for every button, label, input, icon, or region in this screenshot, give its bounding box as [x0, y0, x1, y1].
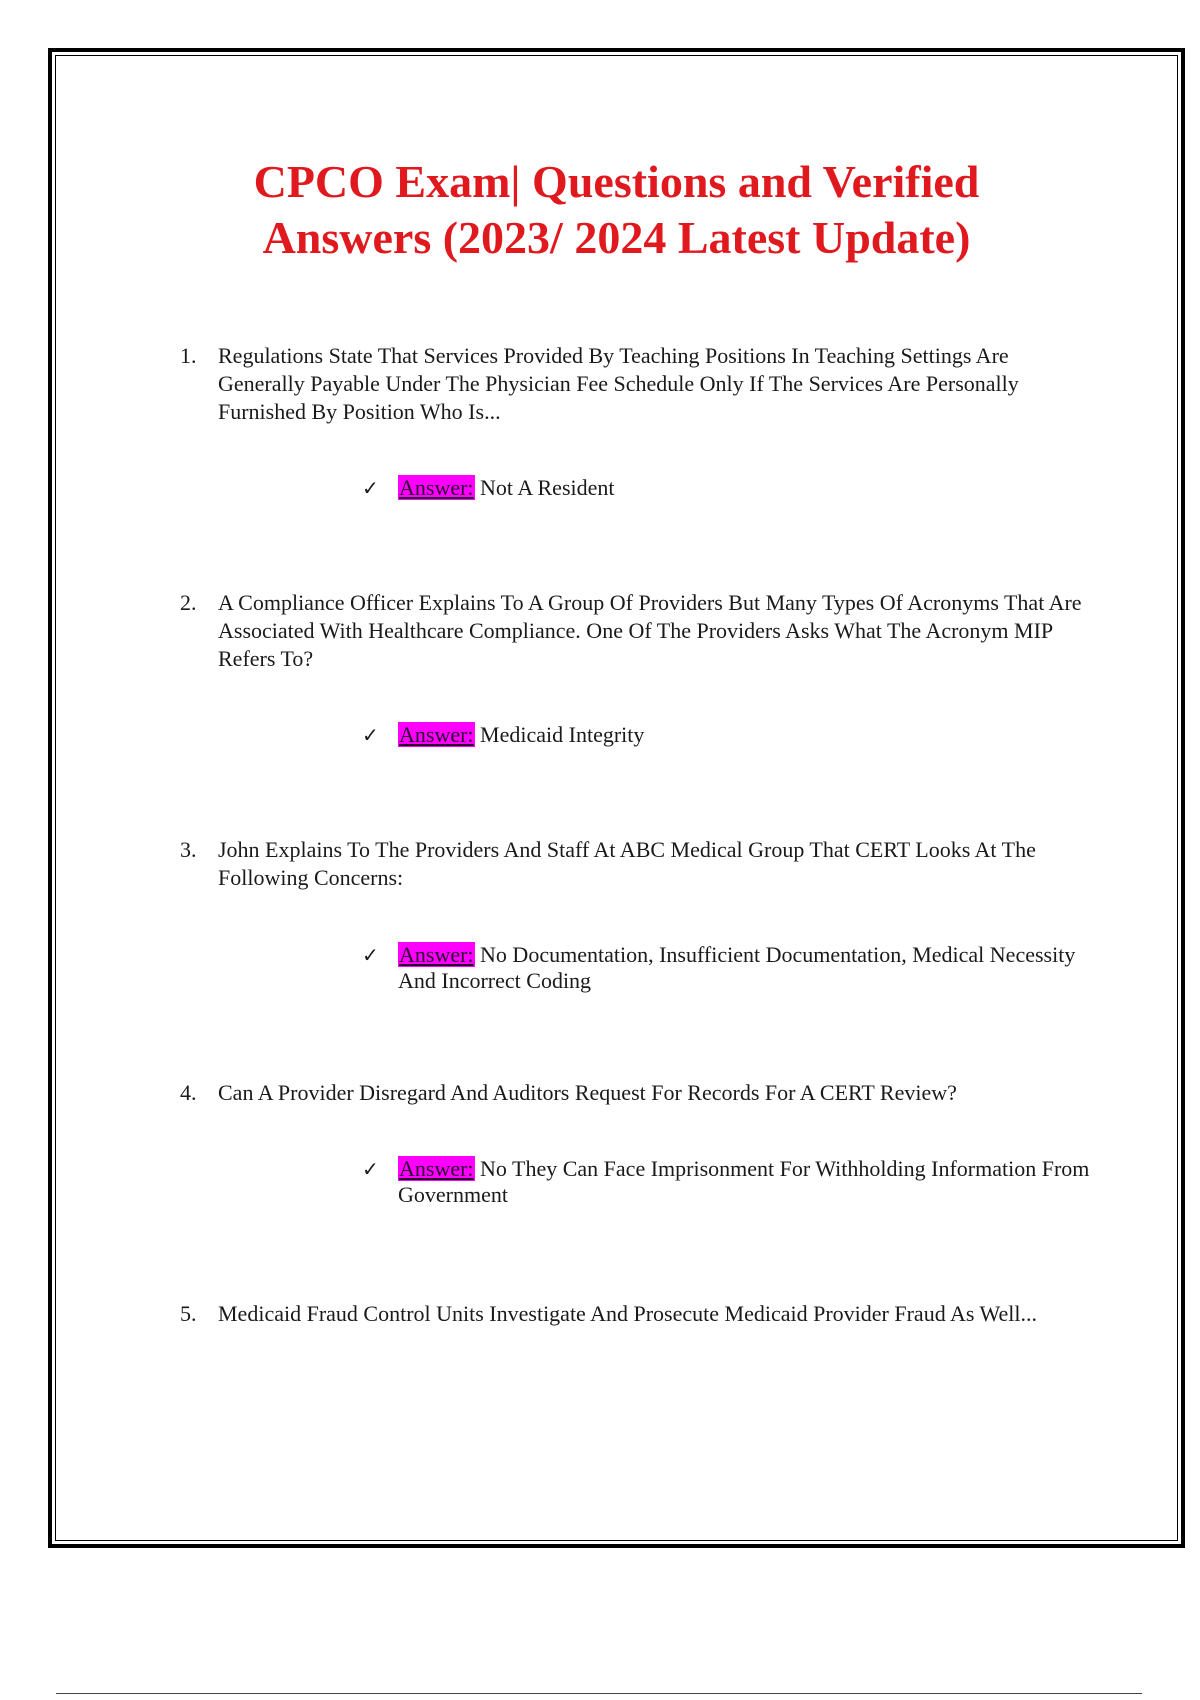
- answer-label: Answer:: [399, 942, 474, 967]
- question-number: 3.: [180, 837, 197, 862]
- question-item: [180, 589, 1100, 748]
- question-text: A Compliance Officer Explains To A Group Of Providers But Many Types Of Acronyms That Are Associated With Healthcare Compliance. One Of The Providers Asks What The Acronym MIP Refers To?: [218, 590, 1082, 671]
- question: [180, 1300, 1100, 1328]
- question-number: 1.: [180, 343, 197, 368]
- check-icon: ✓: [362, 723, 379, 747]
- question-number: 2.: [180, 590, 197, 615]
- answer-text: No They Can Face Imprisonment For Withholding Information From Government: [398, 1156, 1090, 1207]
- answer: [362, 1156, 1100, 1208]
- question-text: Can A Provider Disregard And Auditors Request For Records For A CERT Review?: [218, 1080, 957, 1105]
- question-text: John Explains To The Providers And Staff At ABC Medical Group That CERT Looks At The Following Concerns:: [218, 837, 1036, 890]
- answer: [362, 722, 1100, 748]
- answer-text: Medicaid Integrity: [480, 722, 645, 747]
- question-text: Regulations State That Services Provided By Teaching Positions In Teaching Settings Are Generally Payable Under The Physician Fee Schedule Only If The Services Are Personally Furnished By Position Who Is...: [218, 343, 1019, 424]
- question: [180, 589, 1100, 673]
- answer: [362, 475, 1100, 501]
- title-line-1: CPCO Exam| Questions and Verified: [253, 156, 980, 207]
- question-item: [180, 1079, 1100, 1208]
- check-icon: ✓: [362, 1157, 379, 1181]
- question-number: 5.: [180, 1301, 197, 1326]
- answer: [362, 942, 1100, 994]
- question: [180, 836, 1100, 892]
- document-title: [56, 154, 1177, 266]
- question-item: [180, 836, 1100, 994]
- question-text: Medicaid Fraud Control Units Investigate And Prosecute Medicaid Provider Fraud As Well...: [218, 1301, 1038, 1326]
- question-item: [180, 342, 1100, 501]
- answer-label: Answer:: [399, 722, 474, 747]
- question-number: 4.: [180, 1080, 197, 1105]
- answer-text: No Documentation, Insufficient Documentation, Medical Necessity And Incorrect Coding: [398, 942, 1076, 993]
- page-content: [55, 55, 1178, 1541]
- page-border: [48, 48, 1185, 1548]
- title-line-2: Answers (2023/ 2024 Latest Update): [262, 212, 971, 263]
- question: [180, 342, 1100, 426]
- question-item: [180, 1300, 1100, 1328]
- question: [180, 1079, 1100, 1107]
- answer-label: Answer:: [399, 475, 474, 500]
- answer-label: Answer:: [399, 1156, 474, 1181]
- question-list: [180, 342, 1100, 1328]
- check-icon: ✓: [362, 943, 379, 967]
- page-bottom-rule: [56, 1693, 1142, 1694]
- check-icon: ✓: [362, 476, 379, 500]
- answer-text: Not A Resident: [480, 475, 615, 500]
